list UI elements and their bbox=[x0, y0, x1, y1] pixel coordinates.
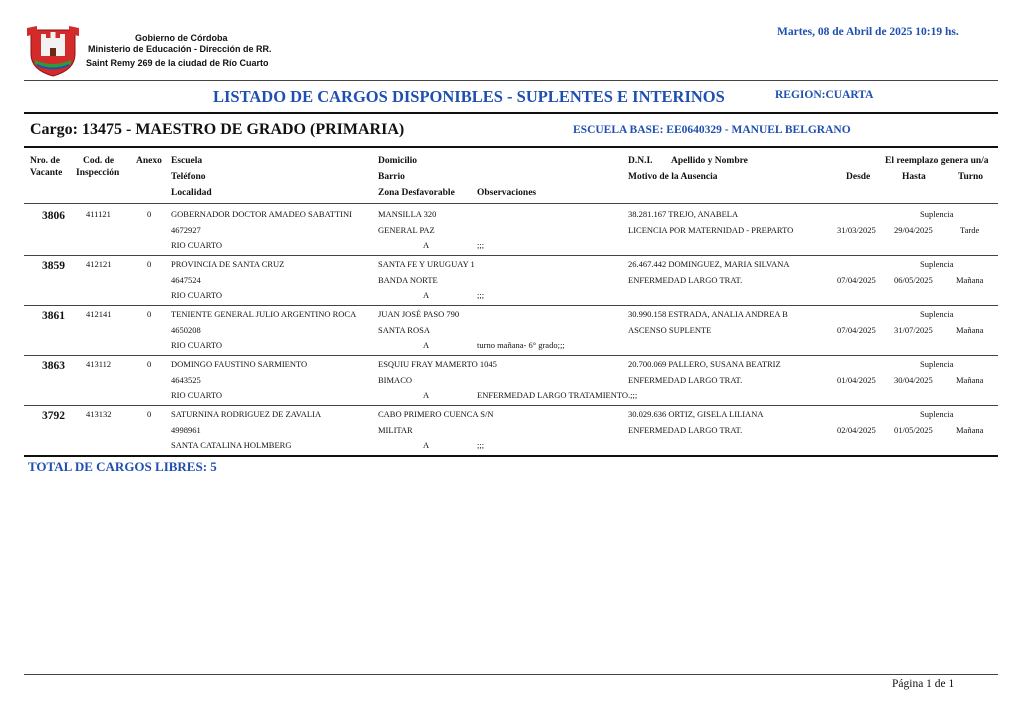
anexo: 0 bbox=[147, 359, 152, 369]
header-divider bbox=[24, 80, 998, 81]
vacante-number: 3859 bbox=[42, 260, 65, 272]
org-ministry: Ministerio de Educación - Dirección de RR. bbox=[88, 44, 272, 54]
domicilio: MANSILLA 320 bbox=[378, 209, 437, 219]
org-name: Gobierno de Córdoba bbox=[135, 33, 228, 43]
dni-apellido-nombre: 38.281.167 TREJO, ANABELA bbox=[628, 209, 739, 219]
motivo-ausencia: ENFERMEDAD LARGO TRAT. bbox=[628, 425, 743, 435]
fecha-hasta: 01/05/2025 bbox=[894, 425, 933, 435]
cordoba-coat-of-arms-logo bbox=[27, 24, 79, 78]
report-datetime: Martes, 08 de Abril de 2025 10:19 hs. bbox=[777, 26, 959, 38]
barrio: BANDA NORTE bbox=[378, 275, 438, 285]
row-divider bbox=[24, 355, 998, 356]
col-hasta: Hasta bbox=[902, 172, 926, 182]
escuela-name: TENIENTE GENERAL JULIO ARGENTINO ROCA bbox=[171, 309, 357, 319]
telefono: 4672927 bbox=[171, 225, 201, 235]
localidad: RIO CUARTO bbox=[171, 390, 223, 400]
barrio: BIMACO bbox=[378, 375, 413, 385]
motivo-ausencia: ENFERMEDAD LARGO TRAT. bbox=[628, 375, 743, 385]
zona-desfavorable: A bbox=[423, 440, 430, 450]
vacante-number: 3863 bbox=[42, 360, 65, 372]
col-zona: Zona Desfavorable bbox=[378, 188, 455, 198]
tipo-reemplazo: Suplencia bbox=[920, 209, 954, 219]
domicilio: SANTA FE Y URUGUAY 1 bbox=[378, 259, 475, 269]
col-escuela: Escuela bbox=[171, 156, 203, 166]
turno: Mañana bbox=[956, 275, 984, 285]
fecha-desde: 07/04/2025 bbox=[837, 325, 876, 335]
localidad: RIO CUARTO bbox=[171, 340, 223, 350]
motivo-ausencia: ASCENSO SUPLENTE bbox=[628, 325, 712, 335]
dni-apellido-nombre: 26.467.442 DOMINGUEZ, MARIA SILVANA bbox=[628, 259, 790, 269]
col-telefono: Teléfono bbox=[171, 172, 206, 182]
fecha-hasta: 31/07/2025 bbox=[894, 325, 933, 335]
motivo-ausencia: ENFERMEDAD LARGO TRAT. bbox=[628, 275, 743, 285]
fecha-desde: 31/03/2025 bbox=[837, 225, 876, 235]
col-apellido: Apellido y Nombre bbox=[671, 156, 748, 166]
dni-apellido-nombre: 30.990.158 ESTRADA, ANALIA ANDREA B bbox=[628, 309, 788, 319]
col-reemplazo: El reemplazo genera un/a bbox=[885, 156, 989, 166]
tipo-reemplazo: Suplencia bbox=[920, 259, 954, 269]
escuela-name: DOMINGO FAUSTINO SARMIENTO bbox=[171, 359, 308, 369]
region-label: REGION:CUARTA bbox=[775, 89, 874, 101]
col-nro-l1: Nro. de bbox=[30, 156, 60, 166]
col-motivo: Motivo de la Ausencia bbox=[628, 172, 718, 182]
localidad: SANTA CATALINA HOLMBERG bbox=[171, 440, 292, 450]
tipo-reemplazo: Suplencia bbox=[920, 309, 954, 319]
col-barrio: Barrio bbox=[378, 172, 405, 182]
cargo-title: Cargo: 13475 - MAESTRO DE GRADO (PRIMARIA) bbox=[30, 121, 405, 138]
telefono: 4650208 bbox=[171, 325, 201, 335]
observaciones: ;;; bbox=[477, 290, 485, 300]
col-dni: D.N.I. bbox=[628, 156, 653, 166]
observaciones: ENFERMEDAD LARGO TRATAMIENTO.;;; bbox=[477, 390, 638, 400]
cod-inspeccion: 413112 bbox=[86, 359, 112, 369]
col-cod-l2: Inspección bbox=[76, 168, 120, 178]
telefono: 4647524 bbox=[171, 275, 201, 285]
motivo-ausencia: LICENCIA POR MATERNIDAD - PREPARTO bbox=[628, 225, 794, 235]
col-turno: Turno bbox=[958, 172, 983, 182]
fecha-desde: 07/04/2025 bbox=[837, 275, 876, 285]
col-desde: Desde bbox=[846, 172, 871, 182]
escuela-name: GOBERNADOR DOCTOR AMADEO SABATTINI bbox=[171, 209, 352, 219]
fecha-desde: 01/04/2025 bbox=[837, 375, 876, 385]
total-cargos-libres: TOTAL DE CARGOS LIBRES: 5 bbox=[28, 459, 217, 474]
observaciones: ;;; bbox=[477, 240, 485, 250]
col-observaciones: Observaciones bbox=[477, 188, 537, 198]
vacante-number: 3806 bbox=[42, 210, 65, 222]
turno: Tarde bbox=[960, 225, 980, 235]
barrio: SANTA ROSA bbox=[378, 325, 430, 335]
col-cod-l1: Cod. de bbox=[83, 156, 115, 166]
col-anexo: Anexo bbox=[136, 156, 162, 166]
localidad: RIO CUARTO bbox=[171, 240, 223, 250]
col-nro-l2: Vacante bbox=[30, 168, 63, 178]
footer-divider bbox=[24, 674, 998, 675]
cod-inspeccion: 411121 bbox=[86, 209, 111, 219]
domicilio: ESQUIU FRAY MAMERTO 1045 bbox=[378, 359, 497, 369]
observaciones: turno mañana- 6° grado;;; bbox=[477, 340, 565, 350]
turno: Mañana bbox=[956, 325, 984, 335]
col-domicilio: Domicilio bbox=[378, 156, 418, 166]
telefono: 4643525 bbox=[171, 375, 201, 385]
anexo: 0 bbox=[147, 409, 152, 419]
anexo: 0 bbox=[147, 259, 152, 269]
domicilio: JUAN JOSÉ PASO 790 bbox=[378, 309, 460, 319]
barrio: GENERAL PAZ bbox=[378, 225, 435, 235]
tipo-reemplazo: Suplencia bbox=[920, 359, 954, 369]
domicilio: CABO PRIMERO CUENCA S/N bbox=[378, 409, 494, 419]
cod-inspeccion: 412141 bbox=[86, 309, 112, 319]
fecha-hasta: 06/05/2025 bbox=[894, 275, 933, 285]
dni-apellido-nombre: 30.029.636 ORTIZ, GISELA LILIANA bbox=[628, 409, 764, 419]
fecha-desde: 02/04/2025 bbox=[837, 425, 876, 435]
zona-desfavorable: A bbox=[423, 390, 430, 400]
escuela-name: SATURNINA RODRIGUEZ DE ZAVALIA bbox=[171, 409, 322, 419]
turno: Mañana bbox=[956, 425, 984, 435]
fecha-hasta: 29/04/2025 bbox=[894, 225, 933, 235]
zona-desfavorable: A bbox=[423, 290, 430, 300]
cod-inspeccion: 412121 bbox=[86, 259, 112, 269]
title-divider bbox=[24, 112, 998, 114]
barrio: MILITAR bbox=[378, 425, 413, 435]
cod-inspeccion: 413132 bbox=[86, 409, 112, 419]
row-divider bbox=[24, 455, 998, 457]
turno: Mañana bbox=[956, 375, 984, 385]
col-localidad: Localidad bbox=[171, 188, 212, 198]
org-address: Saint Remy 269 de la ciudad de Río Cuarto bbox=[86, 58, 269, 68]
fecha-hasta: 30/04/2025 bbox=[894, 375, 933, 385]
row-divider bbox=[24, 305, 998, 306]
anexo: 0 bbox=[147, 209, 152, 219]
row-divider bbox=[24, 255, 998, 256]
escuela-name: PROVINCIA DE SANTA CRUZ bbox=[171, 259, 285, 269]
escuela-base: ESCUELA BASE: EE0640329 - MANUEL BELGRANO bbox=[573, 124, 851, 136]
cargo-divider bbox=[24, 146, 998, 148]
vacante-number: 3861 bbox=[42, 310, 65, 322]
telefono: 4998961 bbox=[171, 425, 201, 435]
vacante-number: 3792 bbox=[42, 410, 65, 422]
anexo: 0 bbox=[147, 309, 152, 319]
dni-apellido-nombre: 20.700.069 PALLERO, SUSANA BEATRIZ bbox=[628, 359, 781, 369]
localidad: RIO CUARTO bbox=[171, 290, 223, 300]
page-number: Página 1 de 1 bbox=[892, 678, 955, 690]
row-divider bbox=[24, 405, 998, 406]
zona-desfavorable: A bbox=[423, 240, 430, 250]
report-title: LISTADO DE CARGOS DISPONIBLES - SUPLENTES E INTERINOS bbox=[213, 87, 725, 106]
header-row-divider bbox=[24, 203, 998, 204]
tipo-reemplazo: Suplencia bbox=[920, 409, 954, 419]
zona-desfavorable: A bbox=[423, 340, 430, 350]
observaciones: ;;; bbox=[477, 440, 485, 450]
